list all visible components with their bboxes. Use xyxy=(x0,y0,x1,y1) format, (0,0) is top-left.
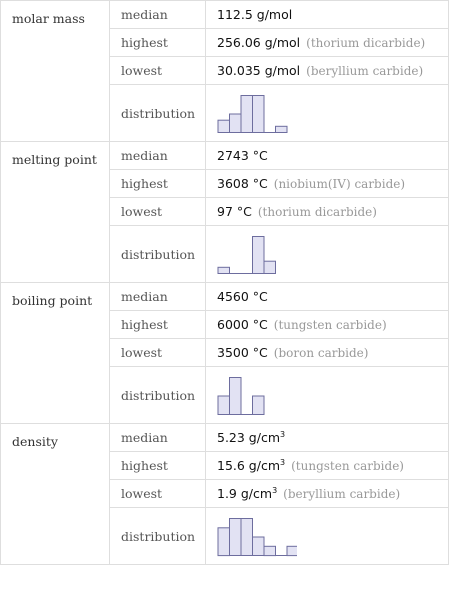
histogram xyxy=(217,233,297,275)
distribution-cell xyxy=(206,367,449,424)
histogram-bar xyxy=(241,519,253,556)
histogram-bar xyxy=(230,378,242,415)
value-text: 2743 °C xyxy=(217,148,268,163)
median-value xyxy=(206,1,449,29)
histogram-bar xyxy=(264,546,276,555)
histogram-bar xyxy=(241,96,253,133)
row-label: lowest xyxy=(110,198,206,226)
value-note: (beryllium carbide) xyxy=(283,487,401,501)
value-note: (beryllium carbide) xyxy=(306,64,424,78)
highest-value xyxy=(206,311,449,339)
row-label: highest xyxy=(110,29,206,57)
unit-exponent: 3 xyxy=(280,430,286,439)
median-value xyxy=(206,424,449,452)
histogram xyxy=(217,515,297,557)
histogram-bar xyxy=(264,261,276,273)
distribution-cell xyxy=(206,226,449,283)
row-label: distribution xyxy=(110,85,206,142)
table-row xyxy=(1,1,449,29)
histogram-bar xyxy=(253,537,265,556)
row-label: highest xyxy=(110,452,206,480)
unit-exponent: 3 xyxy=(272,486,278,495)
row-label: distribution xyxy=(110,367,206,424)
histogram-bar xyxy=(230,114,242,133)
histogram-bar xyxy=(218,267,230,273)
value-text: 256.06 g/mol xyxy=(217,35,301,50)
histogram-bar xyxy=(218,120,230,132)
table-row xyxy=(1,424,449,452)
value-text: 15.6 g/cm xyxy=(217,458,281,473)
highest-value xyxy=(206,29,449,57)
value-text: 1.9 g/cm xyxy=(217,486,273,501)
value-text: 97 °C xyxy=(217,204,252,219)
value-text: 112.5 g/mol xyxy=(217,7,293,22)
row-label: median xyxy=(110,1,206,29)
histogram-bar xyxy=(218,396,230,415)
value-note: (thorium dicarbide) xyxy=(306,36,426,50)
row-label: distribution xyxy=(110,226,206,283)
histogram-bar xyxy=(218,528,230,556)
table-row xyxy=(1,142,449,170)
value-text: 30.035 g/mol xyxy=(217,63,301,78)
median-value xyxy=(206,142,449,170)
row-label: lowest xyxy=(110,480,206,508)
lowest-value xyxy=(206,198,449,226)
histogram xyxy=(217,374,297,416)
row-label: median xyxy=(110,283,206,311)
property-name: boiling point xyxy=(1,283,110,424)
highest-value xyxy=(206,452,449,480)
value-text: 4560 °C xyxy=(217,289,268,304)
value-note: (niobium(IV) carbide) xyxy=(273,177,406,191)
distribution-cell xyxy=(206,85,449,142)
histogram-bar xyxy=(230,519,242,556)
unit-exponent: 3 xyxy=(280,458,286,467)
histogram-bar xyxy=(253,237,265,274)
row-label: highest xyxy=(110,170,206,198)
table-row xyxy=(1,283,449,311)
row-label: lowest xyxy=(110,339,206,367)
median-value xyxy=(206,283,449,311)
histogram-bar xyxy=(253,96,265,133)
value-text: 6000 °C xyxy=(217,317,268,332)
histogram-bar xyxy=(253,396,265,415)
histogram-bar xyxy=(287,546,297,555)
row-label: median xyxy=(110,142,206,170)
property-name: density xyxy=(1,424,110,565)
row-label: distribution xyxy=(110,508,206,565)
property-name: molar mass xyxy=(1,1,110,142)
value-note: (tungsten carbide) xyxy=(273,318,387,332)
value-text: 5.23 g/cm xyxy=(217,430,281,445)
distribution-cell xyxy=(206,508,449,565)
value-note: (boron carbide) xyxy=(273,346,369,360)
histogram-bar xyxy=(276,126,288,132)
value-text: 3500 °C xyxy=(217,345,268,360)
lowest-value xyxy=(206,57,449,85)
histogram xyxy=(217,92,297,134)
row-label: median xyxy=(110,424,206,452)
lowest-value xyxy=(206,480,449,508)
lowest-value xyxy=(206,339,449,367)
highest-value xyxy=(206,170,449,198)
property-name: melting point xyxy=(1,142,110,283)
row-label: lowest xyxy=(110,57,206,85)
value-text: 3608 °C xyxy=(217,176,268,191)
value-note: (tungsten carbide) xyxy=(291,459,404,473)
row-label: highest xyxy=(110,311,206,339)
value-note: (thorium dicarbide) xyxy=(257,205,377,219)
